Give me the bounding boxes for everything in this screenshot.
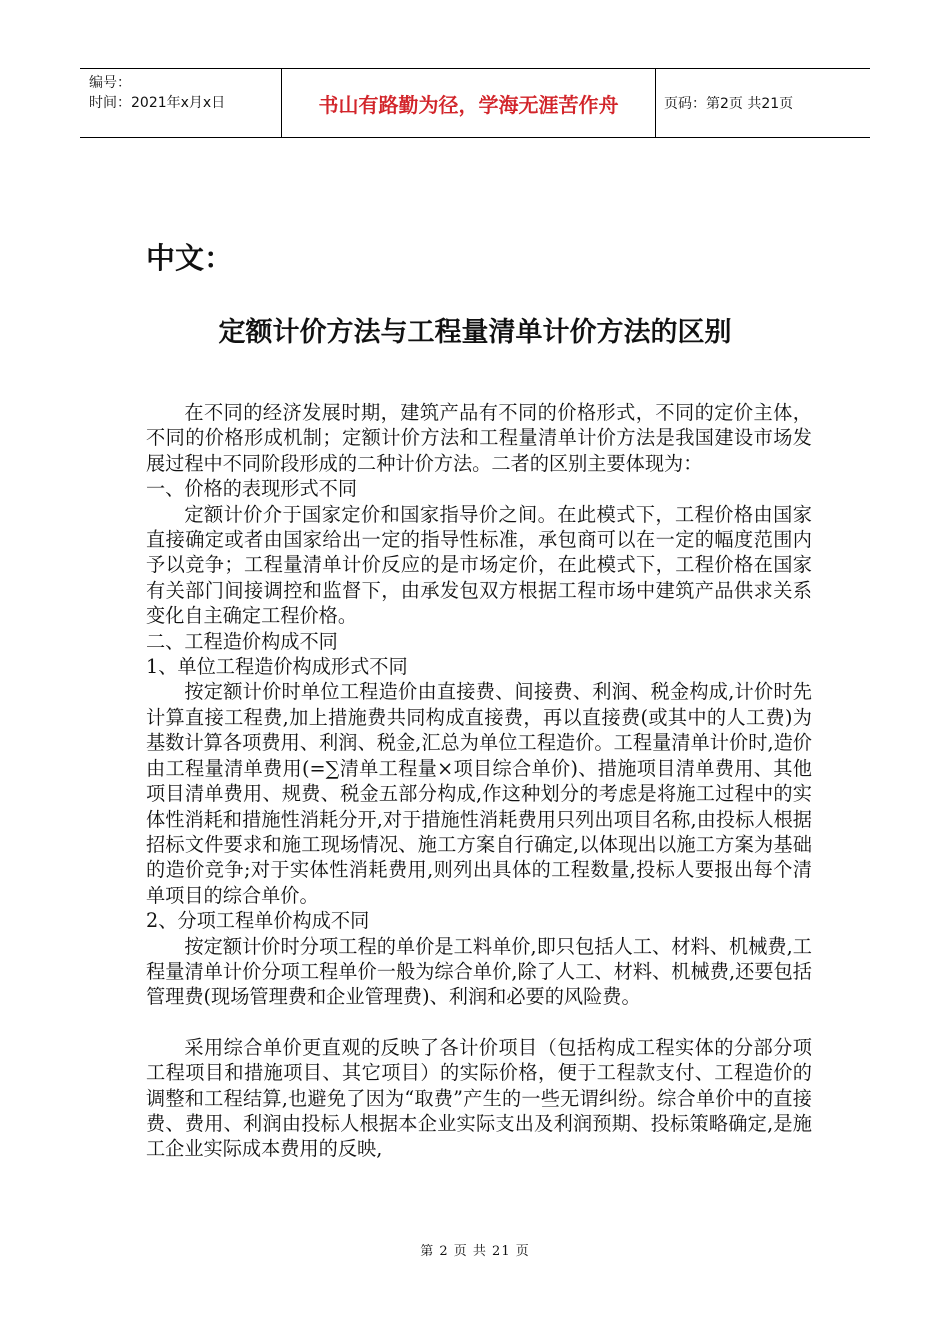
paragraph: 定额计价介于国家定价和国家指导价之间。在此模式下，工程价格由国家直接确定或者由国家给出一定的指导性标准，承包商可以在一定的幅度范围内予以竞争；工程量清单计价反应的是市场定价，在此模式下，工程价格在国家有关部门间接调控和监督下，由承发包双方根据工程市场中建筑产品供求关系变化自主确定工程价格。 <box>146 502 812 628</box>
paragraph: 采用综合单价更直观的反映了各计价项目（包括构成工程实体的分部分项工程项目和措施项目、其它项目）的实际价格，便于工程款支付、工程造价的调整和工程结算,也避免了因为“取费”产生的一些无谓纠纷。综合单价中的直接费、费用、利润由投标人根据本企业实际支出及利润预期、投标策略确定,是施工企业实际成本费用的反映, <box>146 1035 812 1161</box>
document-title: 定额计价方法与工程量清单计价方法的区别 <box>218 317 732 348</box>
doc-code-label: 编号： <box>89 75 131 91</box>
paragraph: 按定额计价时分项工程的单价是工料单价,即只包括人工、材料、机械费,工程量清单计价分项工程单价一般为综合单价,除了人工、材料、机械费,还要包括管理费(现场管理费和企业管理费)、利润和必要的风险费。 <box>146 934 812 1009</box>
header-motto: 书山有路勤为径，学海无涯苦作舟 <box>282 69 656 137</box>
header-meta-cell <box>80 69 282 137</box>
paragraph: 按定额计价时单位工程造价由直接费、间接费、利润、税金构成,计价时先计算直接工程费,加上措施费共同构成直接费，再以直接费(或其中的人工费)为基数计算各项费用、利润、税金,汇总为单位工程造价。工程量清单计价时,造价由工程量清单费用(=∑清单工程量×项目综合单价)、措施项目清单费用、其他项目清单费用、规费、税金五部分构成,作这种划分的考虑是将施工过程中的实体性消耗和措施性消耗分开,对于措施性消耗费用只列出项目名称,由投标人根据招标文件要求和施工现场情况、施工方案自行确定,以体现出以施工方案为基础的造价竞争;对于实体性消耗费用,则列出具体的工程数量,投标人要报出每个清单项目的综合单价。 <box>146 680 812 907</box>
document-body <box>146 400 812 1162</box>
page-footer: 第 2 页 共 21 页 <box>420 1244 530 1259</box>
header-page-info: 页码：第2页 共21页 <box>664 96 794 112</box>
subsection-heading: 2、分项工程单价构成不同 <box>146 909 370 933</box>
language-label: 中文： <box>146 241 234 275</box>
doc-time-label: 时间：2021年x月x日 <box>89 95 226 111</box>
subsection-heading: 1、单位工程造价构成形式不同 <box>146 655 408 679</box>
paragraph: 在不同的经济发展时期，建筑产品有不同的价格形式，不同的定价主体，不同的价格形成机制；定额计价方法和工程量清单计价方法是我国建设市场发展过程中不同阶段形成的二种计价方法。二者的区别主要体现为： <box>146 401 812 475</box>
section-heading: 一、价格的表现形式不同 <box>146 477 358 501</box>
section-heading: 二、工程造价构成不同 <box>146 629 338 653</box>
page-header <box>80 68 870 138</box>
